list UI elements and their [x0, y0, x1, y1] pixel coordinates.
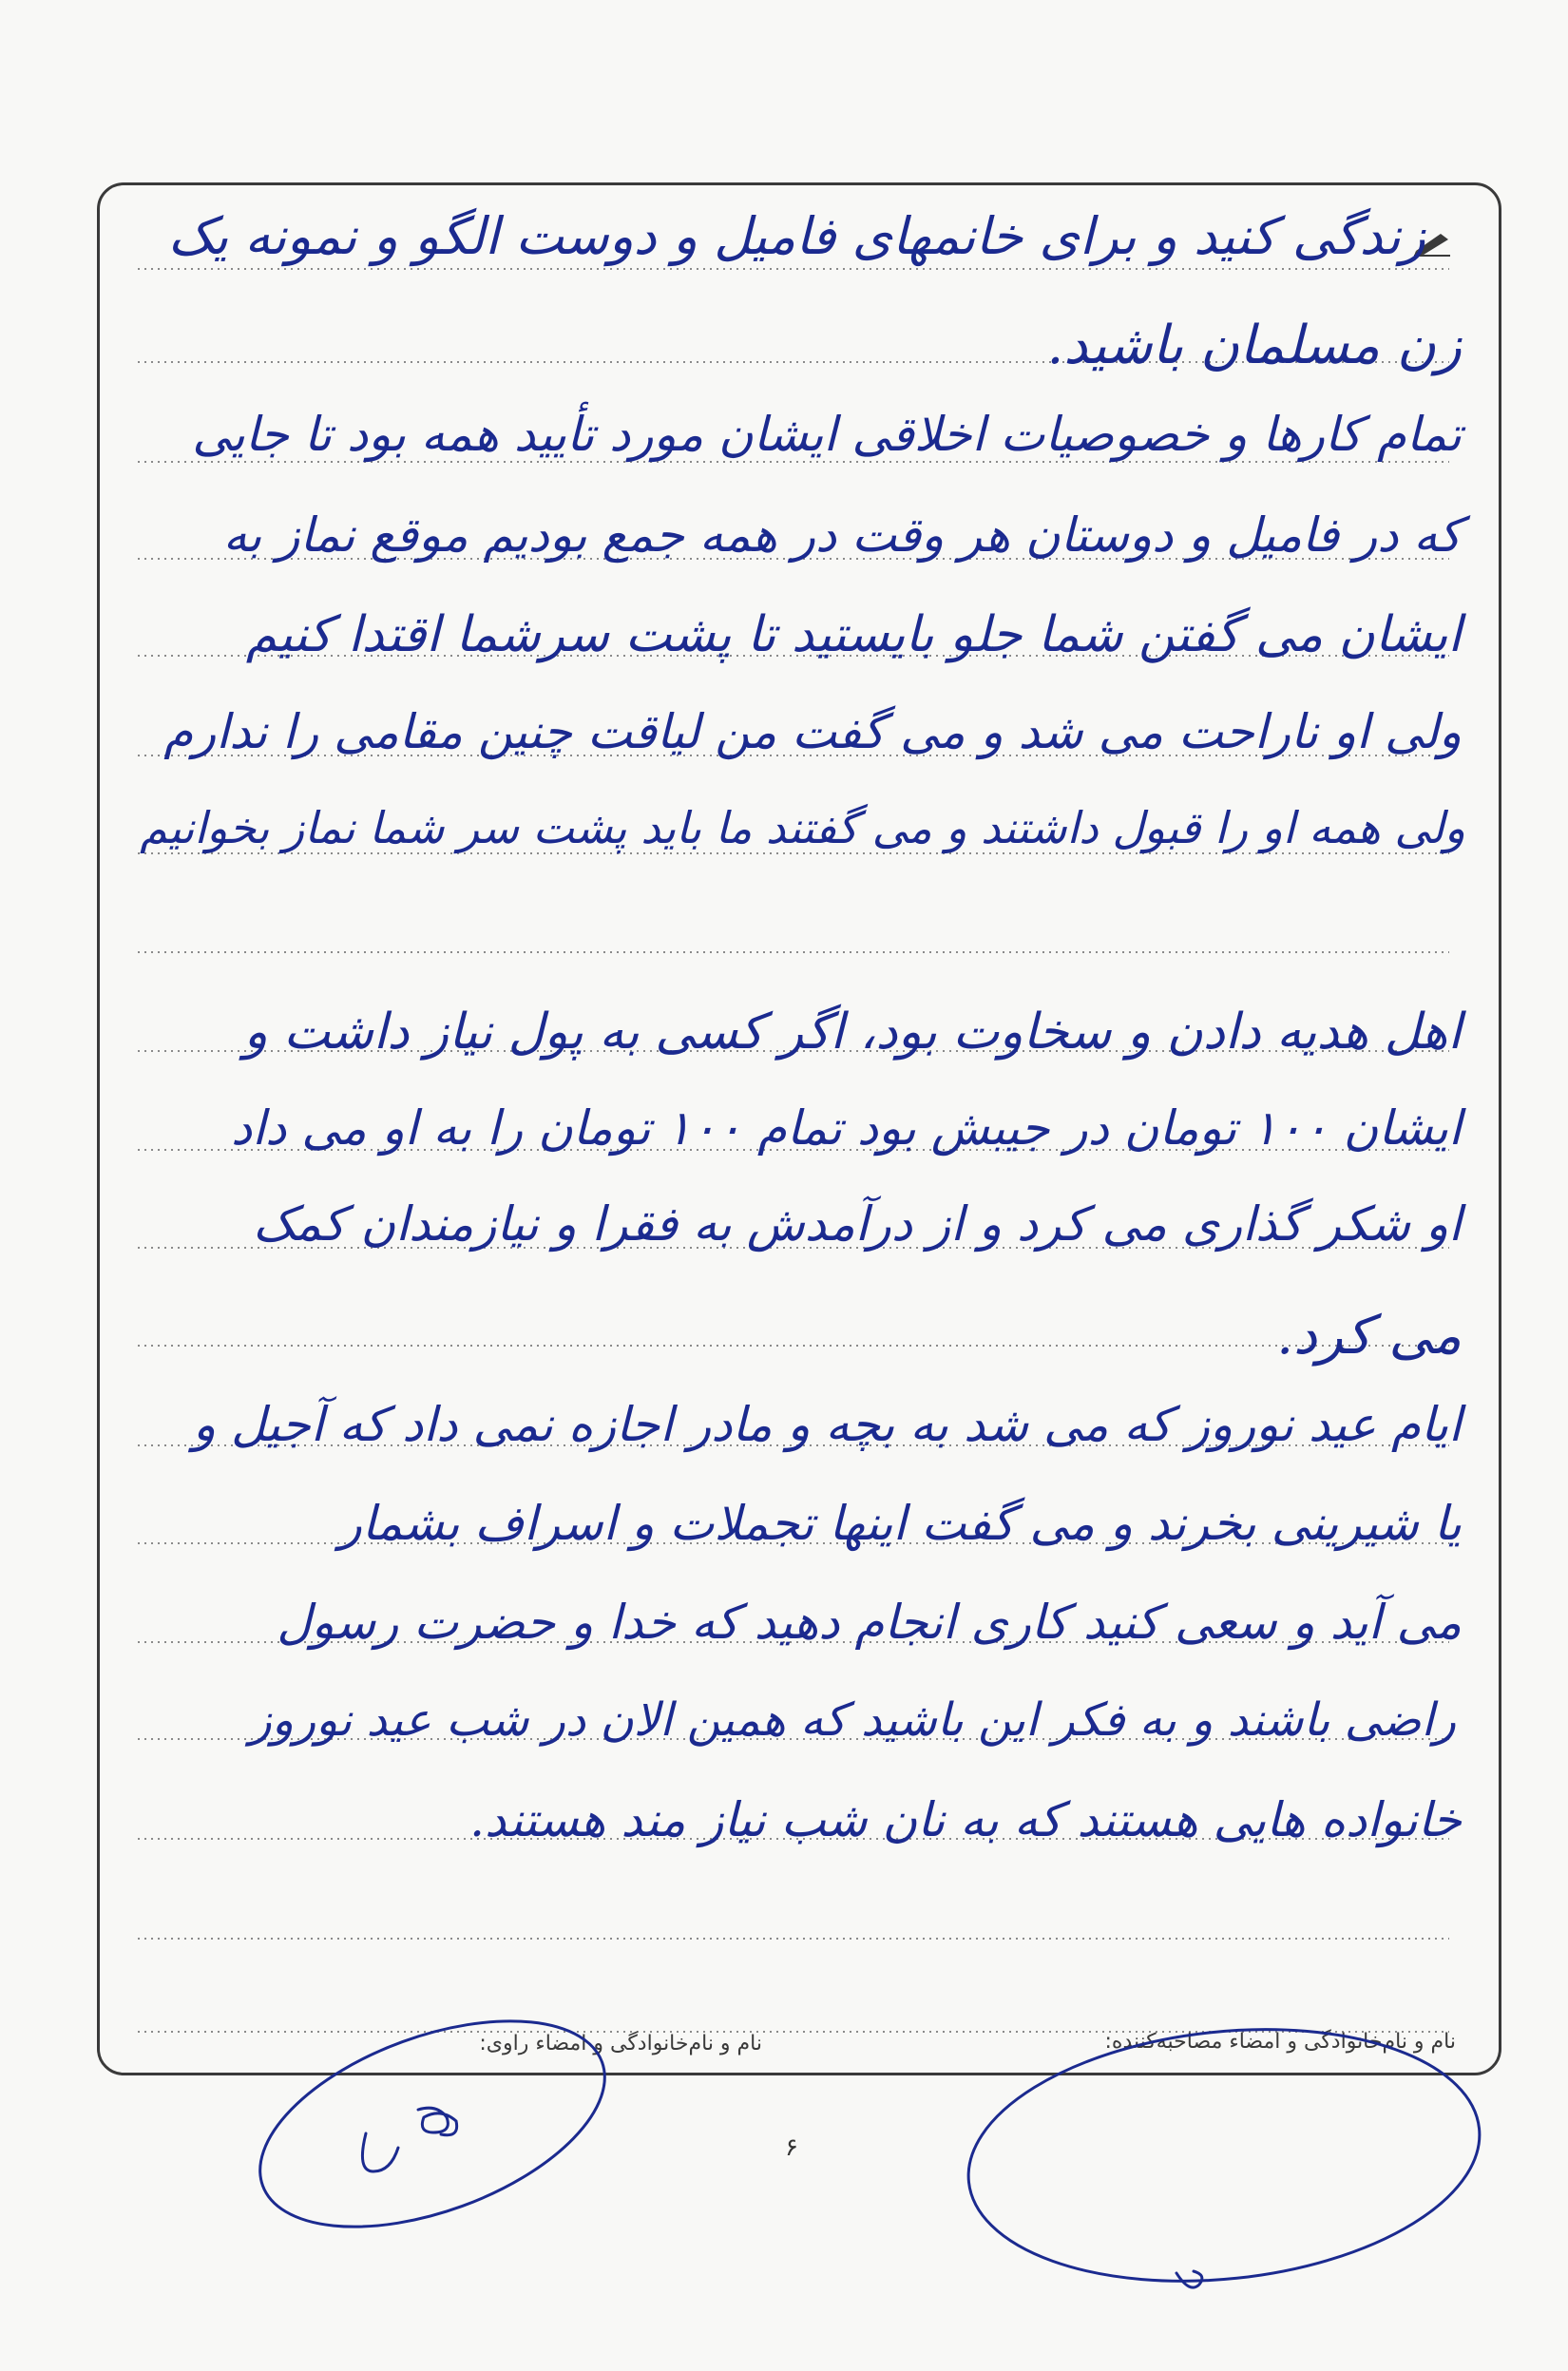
- handwritten-line: می آید و سعی کنید کاری انجام دهید که خدا و حضرت رسول: [277, 1595, 1462, 1650]
- handwritten-line: ایشان می گفتن شما جلو بایستید تا پشت سرشما اقتدا کنیم: [245, 606, 1462, 663]
- handwritten-line: زندگی کنید و برای خانمهای فامیل و دوست الگو و نمونه یک: [167, 206, 1425, 266]
- narrator-signature-label: نام و نام‌خانوادگی و امضاء راوی:: [479, 2032, 762, 2056]
- handwritten-line: او شکر گذاری می کرد و از درآمدش به فقرا و نیازمندان کمک: [253, 1196, 1462, 1252]
- handwritten-line: زن مسلمان باشید.: [1046, 315, 1462, 376]
- interviewer-signature-label: نام و نام‌خانوادگی و امضاء مصاحبه‌کننده:: [1104, 2030, 1456, 2054]
- handwritten-line: راضی باشند و به فکر این باشید که همین الان در شب عید نوروز: [249, 1693, 1456, 1747]
- handwritten-line: می کرد.: [1276, 1305, 1462, 1367]
- page-number: ۶: [785, 2133, 798, 2162]
- handwritten-line: ایام عید نوروز که می شد به بچه و مادر اجازه نمی داد که آجیل و: [192, 1397, 1462, 1452]
- handwritten-line: ایشان ۱۰۰ تومان در جیبش بود تمام ۱۰۰ تومان را به او می داد: [230, 1100, 1462, 1156]
- handwritten-line: اهل هدیه دادن و سخاوت بود، اگر کسی به پول نیاز داشت و: [243, 1004, 1462, 1061]
- handwritten-line: تمام کارها و خصوصیات اخلاقی ایشان مورد تأیید همه بود تا جایی: [192, 407, 1462, 462]
- handwritten-line: یا شیرینی بخرند و می گفت اینها تجملات و اسراف بشمار: [338, 1496, 1462, 1551]
- handwritten-line: که در فامیل و دوستان هر وقت در همه جمع بودیم موقع نماز به: [222, 507, 1462, 563]
- handwritten-line: ولی او ناراحت می شد و می گفت من لیاقت چنین مقامی را ندارم: [163, 704, 1462, 759]
- handwritten-line: خانواده هایی هستند که به نان شب نیاز مند هستند.: [469, 1792, 1462, 1847]
- handwritten-line: ولی همه او را قبول داشتند و می گفتند ما باید پشت سر شما نماز بخوانیم: [140, 802, 1465, 853]
